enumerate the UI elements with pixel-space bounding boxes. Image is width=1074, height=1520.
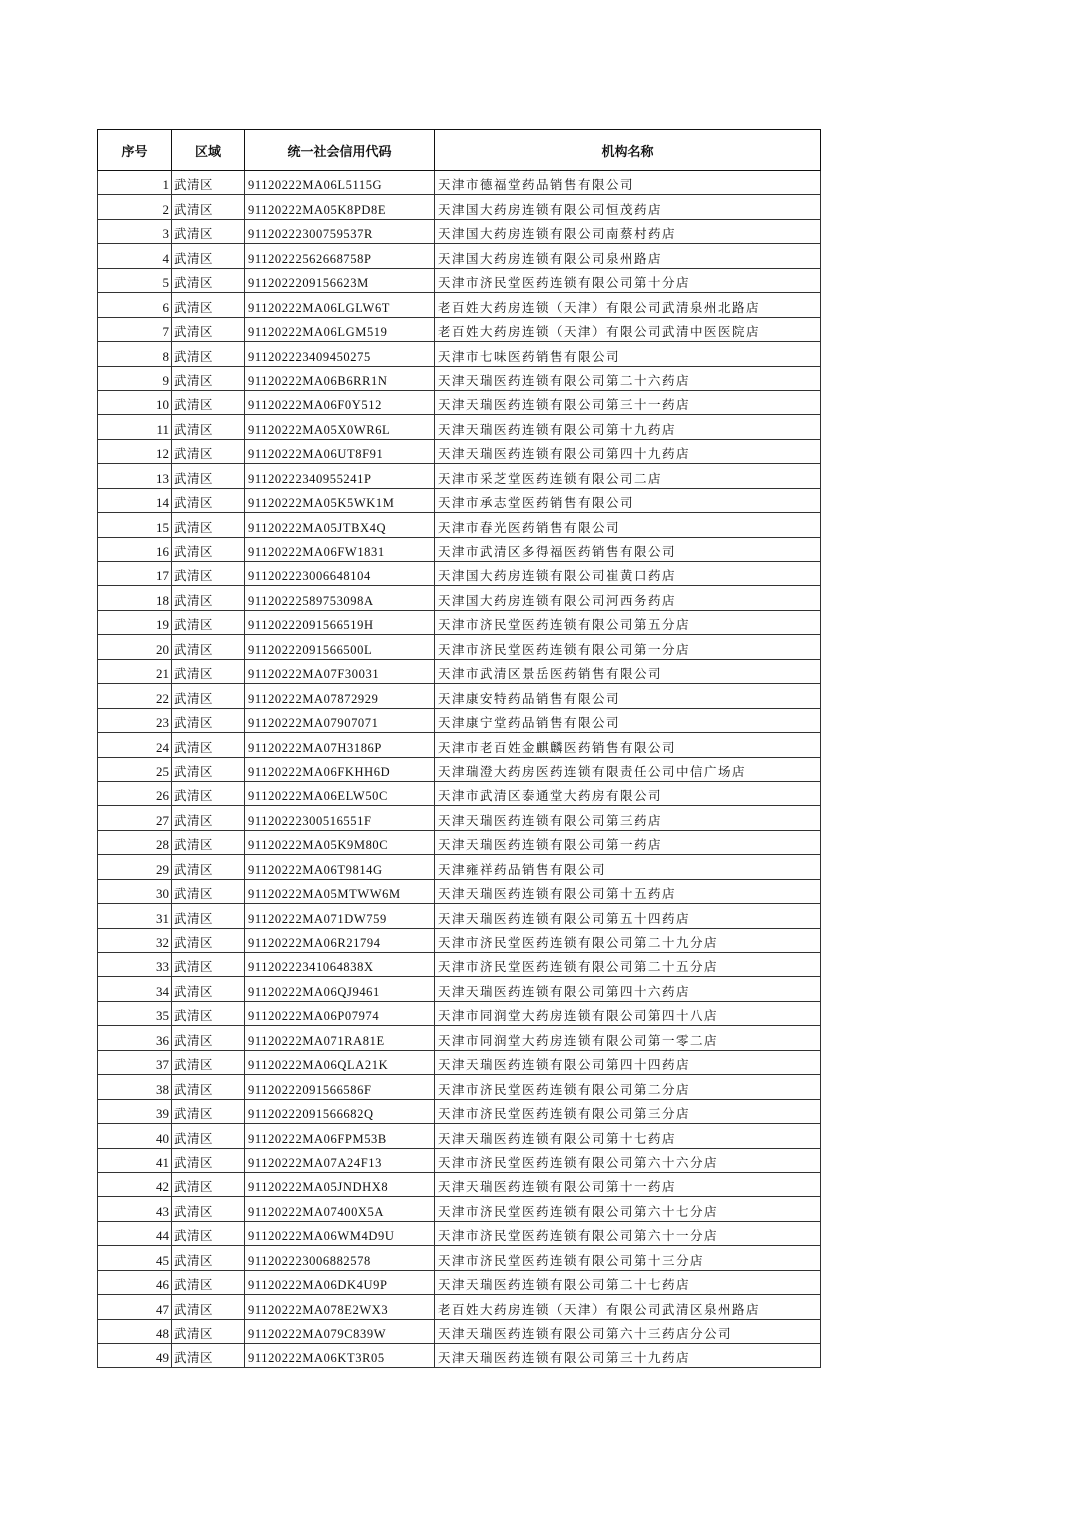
table-row [98, 1344, 821, 1368]
credit-code-cell: 91120222MA071RA81E [245, 1026, 435, 1050]
credit-code-cell: 91120222MA06L5115G [245, 171, 435, 195]
table-row [98, 733, 821, 757]
serial-cell: 1 [98, 171, 172, 195]
serial-cell: 38 [98, 1075, 172, 1099]
institution-name-cell: 天津国大药房连锁有限公司崔黄口药店 [435, 562, 821, 586]
credit-code-cell: 91120222341064838X [245, 953, 435, 977]
serial-cell: 20 [98, 635, 172, 659]
district-cell: 武清区 [172, 1124, 245, 1148]
serial-cell: 16 [98, 537, 172, 561]
credit-code-cell: 91120222MA07F30031 [245, 659, 435, 683]
institution-name-cell: 天津康宁堂药品销售有限公司 [435, 708, 821, 732]
serial-cell: 6 [98, 293, 172, 317]
district-cell: 武清区 [172, 610, 245, 634]
institution-name-cell: 天津市济民堂医药连锁有限公司第一分店 [435, 635, 821, 659]
serial-cell: 12 [98, 439, 172, 463]
serial-cell: 42 [98, 1172, 172, 1196]
institution-name-cell: 天津市济民堂医药连锁有限公司第六十一分店 [435, 1221, 821, 1245]
credit-code-cell: 91120222091566586F [245, 1075, 435, 1099]
serial-cell: 17 [98, 562, 172, 586]
credit-code-cell: 91120222MA07872929 [245, 684, 435, 708]
credit-code-cell: 91120222340955241P [245, 464, 435, 488]
table-row [98, 439, 821, 463]
credit-code-cell: 91120222MA071DW759 [245, 904, 435, 928]
institution-name-cell: 天津市德福堂药品销售有限公司 [435, 171, 821, 195]
district-cell: 武清区 [172, 317, 245, 341]
district-cell: 武清区 [172, 855, 245, 879]
institution-name-cell: 天津市七味医药销售有限公司 [435, 342, 821, 366]
institution-name-cell: 天津市同润堂大药房连锁有限公司第一零二店 [435, 1026, 821, 1050]
header-serial-number: 序号 [98, 130, 172, 171]
table-row [98, 293, 821, 317]
district-cell: 武清区 [172, 268, 245, 292]
institution-name-cell: 天津天瑞医药连锁有限公司第二十六药店 [435, 366, 821, 390]
district-cell: 武清区 [172, 562, 245, 586]
table-row [98, 1221, 821, 1245]
district-cell: 武清区 [172, 1344, 245, 1368]
table-header [98, 130, 821, 171]
credit-code-cell: 91120222MA06P07974 [245, 1001, 435, 1025]
serial-cell: 28 [98, 830, 172, 854]
serial-cell: 26 [98, 781, 172, 805]
table-row [98, 708, 821, 732]
header-district: 区域 [172, 130, 245, 171]
institution-name-cell: 天津市济民堂医药连锁有限公司第二十九分店 [435, 928, 821, 952]
institution-name-cell: 天津康安特药品销售有限公司 [435, 684, 821, 708]
table-row [98, 635, 821, 659]
table-row [98, 244, 821, 268]
table-row [98, 415, 821, 439]
header-institution-name: 机构名称 [435, 130, 821, 171]
district-cell: 武清区 [172, 708, 245, 732]
institution-name-cell: 天津市济民堂医药连锁有限公司第二十五分店 [435, 953, 821, 977]
district-cell: 武清区 [172, 659, 245, 683]
serial-cell: 4 [98, 244, 172, 268]
serial-cell: 33 [98, 953, 172, 977]
table-row [98, 464, 821, 488]
table-row [98, 268, 821, 292]
district-cell: 武清区 [172, 1172, 245, 1196]
table-row [98, 562, 821, 586]
district-cell: 武清区 [172, 244, 245, 268]
serial-cell: 24 [98, 733, 172, 757]
serial-cell: 8 [98, 342, 172, 366]
institution-name-cell: 天津天瑞医药连锁有限公司第三十一药店 [435, 390, 821, 414]
credit-code-cell: 91120222589753098A [245, 586, 435, 610]
credit-code-cell: 91120222MA05K5WK1M [245, 488, 435, 512]
institution-name-cell: 天津市武清区泰通堂大药房有限公司 [435, 781, 821, 805]
institution-name-cell: 天津市济民堂医药连锁有限公司第六十六分店 [435, 1148, 821, 1172]
table-row [98, 977, 821, 1001]
serial-cell: 7 [98, 317, 172, 341]
serial-cell: 29 [98, 855, 172, 879]
table-body [98, 171, 821, 1368]
institution-name-cell: 天津天瑞医药连锁有限公司第十一药店 [435, 1172, 821, 1196]
institution-name-cell: 天津天瑞医药连锁有限公司第六十三药店分公司 [435, 1319, 821, 1343]
institution-name-cell: 天津天瑞医药连锁有限公司第一药店 [435, 830, 821, 854]
credit-code-cell: 91120222MA06UT8F91 [245, 439, 435, 463]
district-cell: 武清区 [172, 806, 245, 830]
table-row [98, 1270, 821, 1294]
credit-code-cell: 91120222MA07A24F13 [245, 1148, 435, 1172]
table-row [98, 1075, 821, 1099]
table-row [98, 1246, 821, 1270]
district-cell: 武清区 [172, 757, 245, 781]
institution-name-cell: 老百姓大药房连锁（天津）有限公司武清泉州北路店 [435, 293, 821, 317]
table-row [98, 513, 821, 537]
credit-code-cell: 91120222MA06KT3R05 [245, 1344, 435, 1368]
institution-name-cell: 天津天瑞医药连锁有限公司第十七药店 [435, 1124, 821, 1148]
table-row [98, 928, 821, 952]
institution-name-cell: 老百姓大药房连锁（天津）有限公司武清区泉州路店 [435, 1295, 821, 1319]
serial-cell: 13 [98, 464, 172, 488]
district-cell: 武清区 [172, 928, 245, 952]
header-row [98, 130, 821, 171]
institution-name-cell: 天津国大药房连锁有限公司南蔡村药店 [435, 219, 821, 243]
table-row [98, 1148, 821, 1172]
institution-name-cell: 天津雍祥药品销售有限公司 [435, 855, 821, 879]
table-row [98, 879, 821, 903]
district-cell: 武清区 [172, 953, 245, 977]
district-cell: 武清区 [172, 464, 245, 488]
credit-code-cell: 91120222MA06F0Y512 [245, 390, 435, 414]
district-cell: 武清区 [172, 171, 245, 195]
district-cell: 武清区 [172, 781, 245, 805]
credit-code-cell: 91120222MA05K9M80C [245, 830, 435, 854]
institution-name-cell: 天津天瑞医药连锁有限公司第四十九药店 [435, 439, 821, 463]
institution-name-cell: 天津市武清区景岳医药销售有限公司 [435, 659, 821, 683]
serial-cell: 44 [98, 1221, 172, 1245]
table-row [98, 659, 821, 683]
serial-cell: 34 [98, 977, 172, 1001]
table-row [98, 1295, 821, 1319]
serial-cell: 30 [98, 879, 172, 903]
serial-cell: 11 [98, 415, 172, 439]
credit-code-cell: 91120222MA06FPM53B [245, 1124, 435, 1148]
serial-cell: 36 [98, 1026, 172, 1050]
credit-code-cell: 91120222562668758P [245, 244, 435, 268]
serial-cell: 14 [98, 488, 172, 512]
institution-name-cell: 老百姓大药房连锁（天津）有限公司武清中医医院店 [435, 317, 821, 341]
table-row [98, 219, 821, 243]
institution-name-cell: 天津天瑞医药连锁有限公司第三十九药店 [435, 1344, 821, 1368]
credit-code-cell: 91120222MA06LGM519 [245, 317, 435, 341]
serial-cell: 48 [98, 1319, 172, 1343]
credit-code-cell: 91120222MA078E2WX3 [245, 1295, 435, 1319]
district-cell: 武清区 [172, 219, 245, 243]
table-row [98, 488, 821, 512]
credit-code-cell: 91120222MA07H3186P [245, 733, 435, 757]
district-cell: 武清区 [172, 1221, 245, 1245]
institution-name-cell: 天津市老百姓金麒麟医药销售有限公司 [435, 733, 821, 757]
serial-cell: 49 [98, 1344, 172, 1368]
credit-code-cell: 91120222MA06QJ9461 [245, 977, 435, 1001]
serial-cell: 2 [98, 195, 172, 219]
serial-cell: 18 [98, 586, 172, 610]
table-row [98, 855, 821, 879]
serial-cell: 31 [98, 904, 172, 928]
institution-name-cell: 天津天瑞医药连锁有限公司第五十四药店 [435, 904, 821, 928]
table-row [98, 1197, 821, 1221]
district-cell: 武清区 [172, 293, 245, 317]
institution-name-cell: 天津天瑞医药连锁有限公司第四十四药店 [435, 1050, 821, 1074]
credit-code-cell: 91120222MA06B6RR1N [245, 366, 435, 390]
serial-cell: 47 [98, 1295, 172, 1319]
district-cell: 武清区 [172, 1148, 245, 1172]
credit-code-cell: 91120222MA06DK4U9P [245, 1270, 435, 1294]
serial-cell: 9 [98, 366, 172, 390]
credit-code-cell: 91120222MA06FKHH6D [245, 757, 435, 781]
table-row [98, 195, 821, 219]
serial-cell: 37 [98, 1050, 172, 1074]
serial-cell: 21 [98, 659, 172, 683]
credit-code-cell: 91120222MA06WM4D9U [245, 1221, 435, 1245]
institution-name-cell: 天津瑞澄大药房医药连锁有限责任公司中信广场店 [435, 757, 821, 781]
institution-name-cell: 天津市武清区多得福医药销售有限公司 [435, 537, 821, 561]
table-row [98, 1172, 821, 1196]
table-row [98, 781, 821, 805]
credit-code-cell: 91120222MA06QLA21K [245, 1050, 435, 1074]
credit-code-cell: 9112022209156623M [245, 268, 435, 292]
district-cell: 武清区 [172, 513, 245, 537]
credit-code-cell: 911202223006882578 [245, 1246, 435, 1270]
credit-code-cell: 911202223409450275 [245, 342, 435, 366]
serial-cell: 43 [98, 1197, 172, 1221]
table-row [98, 1001, 821, 1025]
district-cell: 武清区 [172, 1246, 245, 1270]
credit-code-cell: 91120222091566519H [245, 610, 435, 634]
header-credit-code: 统一社会信用代码 [245, 130, 435, 171]
institution-name-cell: 天津市济民堂医药连锁有限公司第十分店 [435, 268, 821, 292]
serial-cell: 41 [98, 1148, 172, 1172]
district-cell: 武清区 [172, 415, 245, 439]
table-row [98, 586, 821, 610]
institution-name-cell: 天津市济民堂医药连锁有限公司第六十七分店 [435, 1197, 821, 1221]
credit-code-cell: 91120222300759537R [245, 219, 435, 243]
serial-cell: 25 [98, 757, 172, 781]
district-cell: 武清区 [172, 342, 245, 366]
institution-name-cell: 天津市济民堂医药连锁有限公司第十三分店 [435, 1246, 821, 1270]
institution-name-cell: 天津天瑞医药连锁有限公司第十九药店 [435, 415, 821, 439]
institution-name-cell: 天津市同润堂大药房连锁有限公司第四十八店 [435, 1001, 821, 1025]
serial-cell: 3 [98, 219, 172, 243]
credit-code-cell: 91120222MA079C839W [245, 1319, 435, 1343]
serial-cell: 35 [98, 1001, 172, 1025]
table-row [98, 757, 821, 781]
serial-cell: 40 [98, 1124, 172, 1148]
district-cell: 武清区 [172, 977, 245, 1001]
serial-cell: 27 [98, 806, 172, 830]
serial-cell: 23 [98, 708, 172, 732]
district-cell: 武清区 [172, 879, 245, 903]
table-row [98, 342, 821, 366]
table-row [98, 830, 821, 854]
credit-code-cell: 91120222MA05MTWW6M [245, 879, 435, 903]
serial-cell: 45 [98, 1246, 172, 1270]
table-row [98, 1099, 821, 1123]
district-cell: 武清区 [172, 733, 245, 757]
district-cell: 武清区 [172, 635, 245, 659]
table-row [98, 1124, 821, 1148]
table-row [98, 1319, 821, 1343]
district-cell: 武清区 [172, 1319, 245, 1343]
table-row [98, 684, 821, 708]
serial-cell: 32 [98, 928, 172, 952]
district-cell: 武清区 [172, 904, 245, 928]
credit-code-cell: 91120222091566682Q [245, 1099, 435, 1123]
institution-name-cell: 天津天瑞医药连锁有限公司第十五药店 [435, 879, 821, 903]
credit-code-cell: 91120222MA06LGLW6T [245, 293, 435, 317]
serial-cell: 5 [98, 268, 172, 292]
district-cell: 武清区 [172, 439, 245, 463]
institution-name-cell: 天津市春光医药销售有限公司 [435, 513, 821, 537]
table-row [98, 171, 821, 195]
serial-cell: 22 [98, 684, 172, 708]
serial-cell: 15 [98, 513, 172, 537]
district-cell: 武清区 [172, 488, 245, 512]
institution-name-cell: 天津国大药房连锁有限公司河西务药店 [435, 586, 821, 610]
district-cell: 武清区 [172, 1001, 245, 1025]
credit-code-cell: 911202223006648104 [245, 562, 435, 586]
institution-name-cell: 天津市济民堂医药连锁有限公司第二分店 [435, 1075, 821, 1099]
table-row [98, 366, 821, 390]
credit-code-cell: 91120222MA05K8PD8E [245, 195, 435, 219]
table-row [98, 904, 821, 928]
serial-cell: 46 [98, 1270, 172, 1294]
credit-code-cell: 91120222300516551F [245, 806, 435, 830]
institution-name-cell: 天津市承志堂医药销售有限公司 [435, 488, 821, 512]
credit-code-cell: 91120222MA06R21794 [245, 928, 435, 952]
table-row [98, 953, 821, 977]
credit-code-cell: 91120222MA05JTBX4Q [245, 513, 435, 537]
pharmacy-table [97, 129, 821, 1368]
credit-code-cell: 91120222MA07400X5A [245, 1197, 435, 1221]
credit-code-cell: 91120222MA05JNDHX8 [245, 1172, 435, 1196]
district-cell: 武清区 [172, 1050, 245, 1074]
district-cell: 武清区 [172, 586, 245, 610]
institution-name-cell: 天津国大药房连锁有限公司泉州路店 [435, 244, 821, 268]
credit-code-cell: 91120222MA06T9814G [245, 855, 435, 879]
table-row [98, 806, 821, 830]
serial-cell: 10 [98, 390, 172, 414]
credit-code-cell: 91120222MA07907071 [245, 708, 435, 732]
district-cell: 武清区 [172, 684, 245, 708]
district-cell: 武清区 [172, 390, 245, 414]
table-row [98, 537, 821, 561]
credit-code-cell: 91120222091566500L [245, 635, 435, 659]
district-cell: 武清区 [172, 830, 245, 854]
institution-name-cell: 天津市济民堂医药连锁有限公司第五分店 [435, 610, 821, 634]
institution-name-cell: 天津天瑞医药连锁有限公司第三药店 [435, 806, 821, 830]
credit-code-cell: 91120222MA05X0WR6L [245, 415, 435, 439]
table-row [98, 1026, 821, 1050]
institution-name-cell: 天津市济民堂医药连锁有限公司第三分店 [435, 1099, 821, 1123]
serial-cell: 39 [98, 1099, 172, 1123]
table-row [98, 390, 821, 414]
serial-cell: 19 [98, 610, 172, 634]
district-cell: 武清区 [172, 537, 245, 561]
district-cell: 武清区 [172, 1099, 245, 1123]
institution-name-cell: 天津国大药房连锁有限公司恒茂药店 [435, 195, 821, 219]
table-row [98, 317, 821, 341]
district-cell: 武清区 [172, 1270, 245, 1294]
table-row [98, 610, 821, 634]
district-cell: 武清区 [172, 1075, 245, 1099]
credit-code-cell: 91120222MA06FW1831 [245, 537, 435, 561]
district-cell: 武清区 [172, 195, 245, 219]
district-cell: 武清区 [172, 1026, 245, 1050]
table-row [98, 1050, 821, 1074]
institution-name-cell: 天津市采芝堂医药连锁有限公司二店 [435, 464, 821, 488]
district-cell: 武清区 [172, 366, 245, 390]
district-cell: 武清区 [172, 1295, 245, 1319]
credit-code-cell: 91120222MA06ELW50C [245, 781, 435, 805]
district-cell: 武清区 [172, 1197, 245, 1221]
institution-name-cell: 天津天瑞医药连锁有限公司第四十六药店 [435, 977, 821, 1001]
institution-name-cell: 天津天瑞医药连锁有限公司第二十七药店 [435, 1270, 821, 1294]
